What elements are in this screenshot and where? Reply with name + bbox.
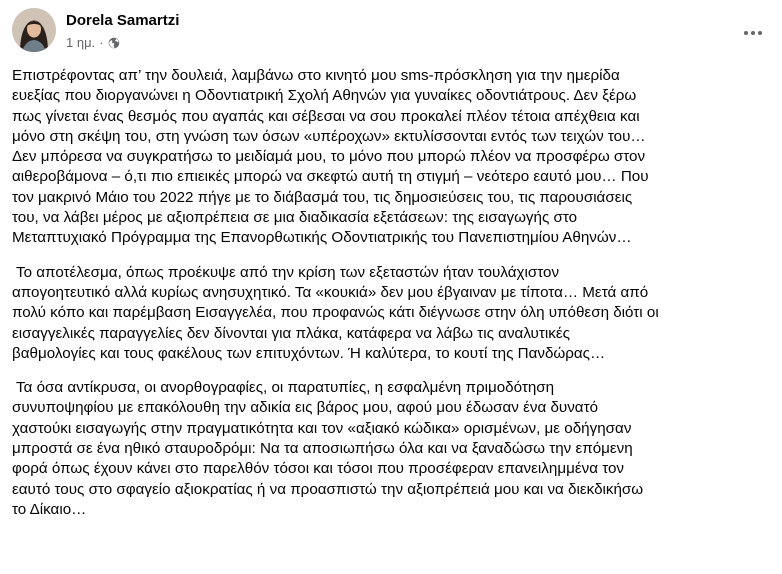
text-line: τον μακρινό Μάιο του 2022 πήγε με το διάβασμά του, τις δημοσιεύσεις του, τις παρουσιάσεις — [12, 188, 633, 206]
text-line: βαθμολογίες και τους φακέλους των επιτυχόντων. Ή καλύτερα, το κουτί της Πανδώρας… — [12, 344, 606, 362]
post-header — [12, 8, 770, 56]
post-timestamp[interactable]: 1 ημ. — [66, 35, 96, 50]
text-line: Το αποτέλεσμα, όπως προέκυψε από την κρίση των εξεταστών ήταν τουλάχιστον — [16, 263, 560, 281]
text-line: μπροστά σε ένα ηθικό σταυροδρόμι: Να τα αποσιωπήσω όλα και να ξαναδώσω την επόμενη — [12, 440, 633, 458]
text-line: αιθεροβάμονα – ό,τι πιο επιεικές μπορώ να σκεφτώ αυτή τη στιγμή – νεότερο εαυτό μου… Που — [12, 168, 649, 186]
text-line: φορά όπως έχουν κάνει στο παρελθόν τόσοι και τόσοι που προσέφεραν επανειλημμένα τον — [12, 460, 625, 478]
text-line: μόνο στη σκέψη του, στη γνώση των όσων «υπέροχων» εκτυλίσσονται εντός των τειχών του… — [12, 127, 646, 145]
post-body — [12, 66, 774, 534]
avatar[interactable] — [12, 8, 56, 52]
text-line: χαστούκι εισαγωγής στην πραγματικότητα και τον «αξιακό κώδικα» ορισμένων, με οδήγησαν — [12, 419, 632, 437]
post-paragraph-3 — [12, 378, 774, 520]
more-options-button[interactable] — [738, 18, 768, 48]
meta-separator: · — [99, 35, 104, 50]
text-line: εαυτό τους στο σφαγείο αξιοκρατίας ή να προασπιστώ την αξιοπρέπειά μου και να διεκδικήσω — [12, 480, 644, 498]
text-line: απογοητευτικό αλλά κυρίως ανησυχητικό. Τα «κουκιά» δεν μου έβγαιναν με τίποτα… Μετά από — [12, 283, 649, 301]
post-paragraph-2 — [12, 263, 774, 364]
avatar-photo-icon — [12, 8, 56, 52]
author-name[interactable]: Dorela Samartzi — [66, 12, 180, 29]
text-line: πως γίνεται ένας θεσμός που αγαπάς και σέβεσαι να σου προκαλεί πλέον τέτοια απέχθεια και — [12, 107, 640, 125]
more-horizontal-icon — [744, 31, 762, 35]
text-line: ευεξίας που διοργανώνει η Οδοντιατρική Σχολή Αθηνών για γυναίκες οδοντιάτρους. Δεν ξέρω — [12, 87, 637, 105]
text-line: Τα όσα αντίκρυσα, οι ανορθογραφίες, οι παρατυπίες, η εσφαλμένη πριμοδότηση — [16, 379, 555, 397]
text-line: Δεν μπόρεσα να συγκρατήσω το μειδίαμά μου, το μόνο που μπορώ πλέον να προσφέρω στον — [12, 148, 646, 166]
globe-icon[interactable] — [108, 37, 120, 49]
text-line: του, να λάβει μέρος με αξιοπρέπεια σε μια διαδικασία εξετάσεων: της εισαγωγής στο — [12, 209, 578, 227]
text-line: συνυποψηφίου με επακόλουθη την αδικία εις βάρος μου, αφού μου έδωσαν ένα δυνατό — [12, 399, 599, 417]
text-line: εισαγγελικές παραγγελίες δεν δίνονται για πλάκα, κατάφερα να λάβω τις αναλυτικές — [12, 324, 570, 342]
post-meta — [66, 35, 120, 50]
text-line: πολύ κόπο και παρέμβαση Εισαγγελέα, που προφανώς κάτι διέγνωσε στην όλη υπόθεση διότι οι — [12, 304, 659, 322]
text-line: το Δίκαιο… — [12, 500, 87, 518]
text-line: Μεταπτυχιακό Πρόγραμμα της Επανορθωτικής Οδοντιατρικής του Πανεπιστημίου Αθηνών… — [12, 229, 632, 247]
post-paragraph-1 — [12, 66, 774, 249]
text-line: Επιστρέφοντας απ’ την δουλειά, λαμβάνω στο κινητό μου sms-πρόσκληση για την ημερίδα — [12, 67, 620, 84]
